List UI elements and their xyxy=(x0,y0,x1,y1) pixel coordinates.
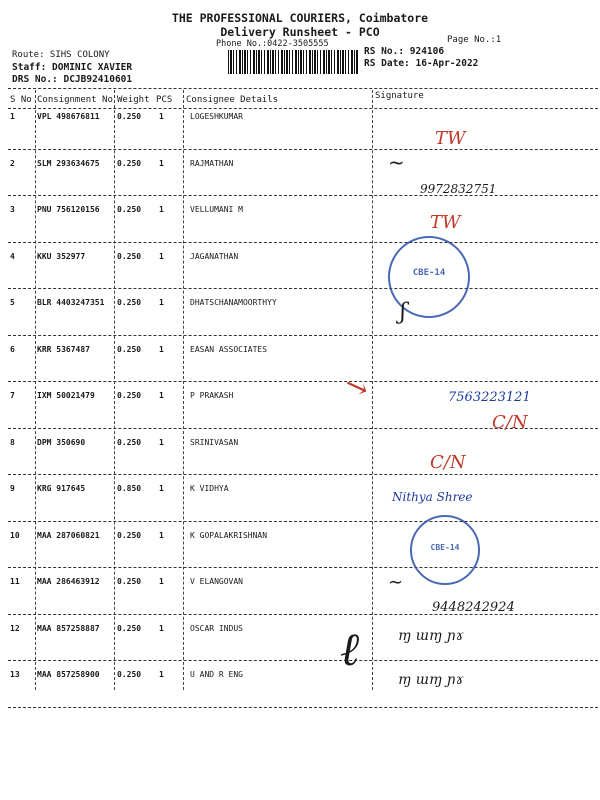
row-sno: 2 xyxy=(10,159,15,168)
handwritten-phone: 7563223121 xyxy=(448,390,531,405)
row-consignment-no: KRG 917645 xyxy=(37,484,86,493)
column-divider xyxy=(114,90,115,690)
handwritten-phone: 9448242924 xyxy=(432,600,515,615)
handwritten-tw: TW xyxy=(435,128,466,149)
signature-scribble: ℓ xyxy=(340,622,360,676)
row-pcs: 1 xyxy=(159,670,164,679)
row-divider xyxy=(8,567,598,568)
row-sno: 6 xyxy=(10,345,15,354)
row-consignee: K GOPALAKRISHNAN xyxy=(190,531,268,540)
row-pcs: 1 xyxy=(159,252,164,261)
staff: Staff: DOMINIC XAVIER xyxy=(12,62,133,73)
col-header-consignee: Consignee Details xyxy=(186,95,279,105)
row-weight: 0.250 xyxy=(117,391,142,400)
row-pcs: 1 xyxy=(159,298,164,307)
col-header-weight: Weight xyxy=(117,95,150,105)
row-weight: 0.250 xyxy=(117,252,142,261)
column-divider xyxy=(372,90,373,690)
signature-scribble: ~ xyxy=(388,150,405,174)
row-consignment-no: PNU 756120156 xyxy=(37,205,100,214)
barcode xyxy=(228,50,358,74)
row-consignment-no: DPM 350690 xyxy=(37,438,86,447)
row-sno: 11 xyxy=(10,577,20,586)
row-consignment-no: MAA 286463912 xyxy=(37,577,100,586)
row-pcs: 1 xyxy=(159,159,164,168)
row-consignee: K VIDHYA xyxy=(190,484,229,493)
column-divider xyxy=(35,90,36,690)
runsheet-subtitle: Delivery Runsheet - PCO xyxy=(220,25,380,39)
handwritten-phone: 9972832751 xyxy=(420,182,497,196)
row-sno: 4 xyxy=(10,252,15,261)
row-divider xyxy=(8,242,598,243)
row-consignment-no: VPL 498676811 xyxy=(37,112,100,121)
row-consignee: LOGESHKUMAR xyxy=(190,112,243,121)
row-sno: 10 xyxy=(10,531,20,540)
row-weight: 0.250 xyxy=(117,298,142,307)
row-consignee: RAJMATHAN xyxy=(190,159,234,168)
row-consignee: EASAN ASSOCIATES xyxy=(190,345,268,354)
stamp-label: CBE-14 xyxy=(430,543,460,552)
route: Route: SIHS COLONY xyxy=(12,50,110,60)
drs-number: DRS No.: DCJB92410601 xyxy=(12,74,133,85)
company-title: THE PROFESSIONAL COURIERS, Coimbatore xyxy=(171,11,429,25)
row-pcs: 1 xyxy=(159,438,164,447)
row-weight: 0.850 xyxy=(117,484,142,493)
row-pcs: 1 xyxy=(159,112,164,121)
row-weight: 0.250 xyxy=(117,624,142,633)
row-consignment-no: KRR 5367487 xyxy=(37,345,90,354)
signature-scribble: ʃ xyxy=(400,300,406,325)
row-pcs: 1 xyxy=(159,484,164,493)
row-divider xyxy=(8,288,598,289)
row-consignment-no: MAA 287060821 xyxy=(37,531,100,540)
row-divider xyxy=(8,149,598,150)
row-weight: 0.250 xyxy=(117,577,142,586)
stamp-label: CBE-14 xyxy=(412,268,446,278)
row-weight: 0.250 xyxy=(117,670,142,679)
row-consignee: JAGANATHAN xyxy=(190,252,239,261)
handwritten-cn: C/N xyxy=(492,412,528,433)
row-weight: 0.250 xyxy=(117,159,142,168)
row-consignee: DHATSCHANAMOORTHYY xyxy=(190,298,277,307)
row-pcs: 1 xyxy=(159,345,164,354)
col-header-consignment: Consignment No xyxy=(37,95,113,105)
row-consignment-no: KKU 352977 xyxy=(37,252,86,261)
row-weight: 0.250 xyxy=(117,438,142,447)
row-divider xyxy=(8,660,598,661)
row-sno: 1 xyxy=(10,112,15,121)
row-divider xyxy=(8,474,598,475)
handwritten-signature: Nithya Shree xyxy=(392,490,473,504)
row-consignee: OSCAR INDUS xyxy=(190,624,243,633)
row-consignee: P PRAKASH xyxy=(190,391,234,400)
row-consignment-no: MAA 857258887 xyxy=(37,624,100,633)
row-divider xyxy=(8,521,598,522)
signature-scribble: ɱ ɯɱ ɲɤ xyxy=(398,628,464,644)
row-divider xyxy=(8,381,598,382)
row-weight: 0.250 xyxy=(117,345,142,354)
row-sno: 3 xyxy=(10,205,15,214)
signature-scribble: ∼ xyxy=(388,572,404,593)
handwritten-tw: TW xyxy=(430,212,461,233)
row-consignment-no: BLR 4403247351 xyxy=(37,298,105,307)
handwritten-cn: C/N xyxy=(430,452,466,473)
row-consignee: V ELANGOVAN xyxy=(190,577,243,586)
col-header-pcs: PCS xyxy=(156,95,173,105)
row-divider xyxy=(8,707,598,708)
row-sno: 12 xyxy=(10,624,20,633)
row-divider xyxy=(8,195,598,196)
row-sno: 5 xyxy=(10,298,15,307)
rs-number: RS No.: 924106 xyxy=(364,46,445,57)
table-top-rule xyxy=(8,88,598,89)
row-pcs: 1 xyxy=(159,624,164,633)
company-stamp xyxy=(410,515,480,585)
table-header-rule xyxy=(8,108,598,109)
col-header-signature: Signature xyxy=(375,91,424,101)
row-sno: 13 xyxy=(10,670,20,679)
column-divider xyxy=(183,90,184,690)
row-weight: 0.250 xyxy=(117,531,142,540)
row-pcs: 1 xyxy=(159,531,164,540)
row-pcs: 1 xyxy=(159,577,164,586)
row-pcs: 1 xyxy=(159,391,164,400)
rs-date: RS Date: 16-Apr-2022 xyxy=(364,58,479,69)
row-divider xyxy=(8,335,598,336)
arrow-icon: → xyxy=(339,366,375,407)
row-consignment-no: IXM 50021479 xyxy=(37,391,95,400)
row-consignee: VELLUMANI M xyxy=(190,205,243,214)
row-pcs: 1 xyxy=(159,205,164,214)
phone-number: Phone No.:0422-3505555 xyxy=(216,39,329,49)
row-sno: 9 xyxy=(10,484,15,493)
row-weight: 0.250 xyxy=(117,205,142,214)
row-consignee: SRINIVASAN xyxy=(190,438,239,447)
signature-scribble: ɱ ɯɱ ɲɤ xyxy=(398,672,464,688)
row-consignment-no: MAA 857258900 xyxy=(37,670,100,679)
row-consignee: U AND R ENG xyxy=(190,670,243,679)
row-sno: 7 xyxy=(10,391,15,400)
row-sno: 8 xyxy=(10,438,15,447)
page-number: Page No.:1 xyxy=(447,35,502,45)
row-weight: 0.250 xyxy=(117,112,142,121)
col-header-sno: S No xyxy=(10,95,32,105)
row-consignment-no: SLM 293634675 xyxy=(37,159,100,168)
